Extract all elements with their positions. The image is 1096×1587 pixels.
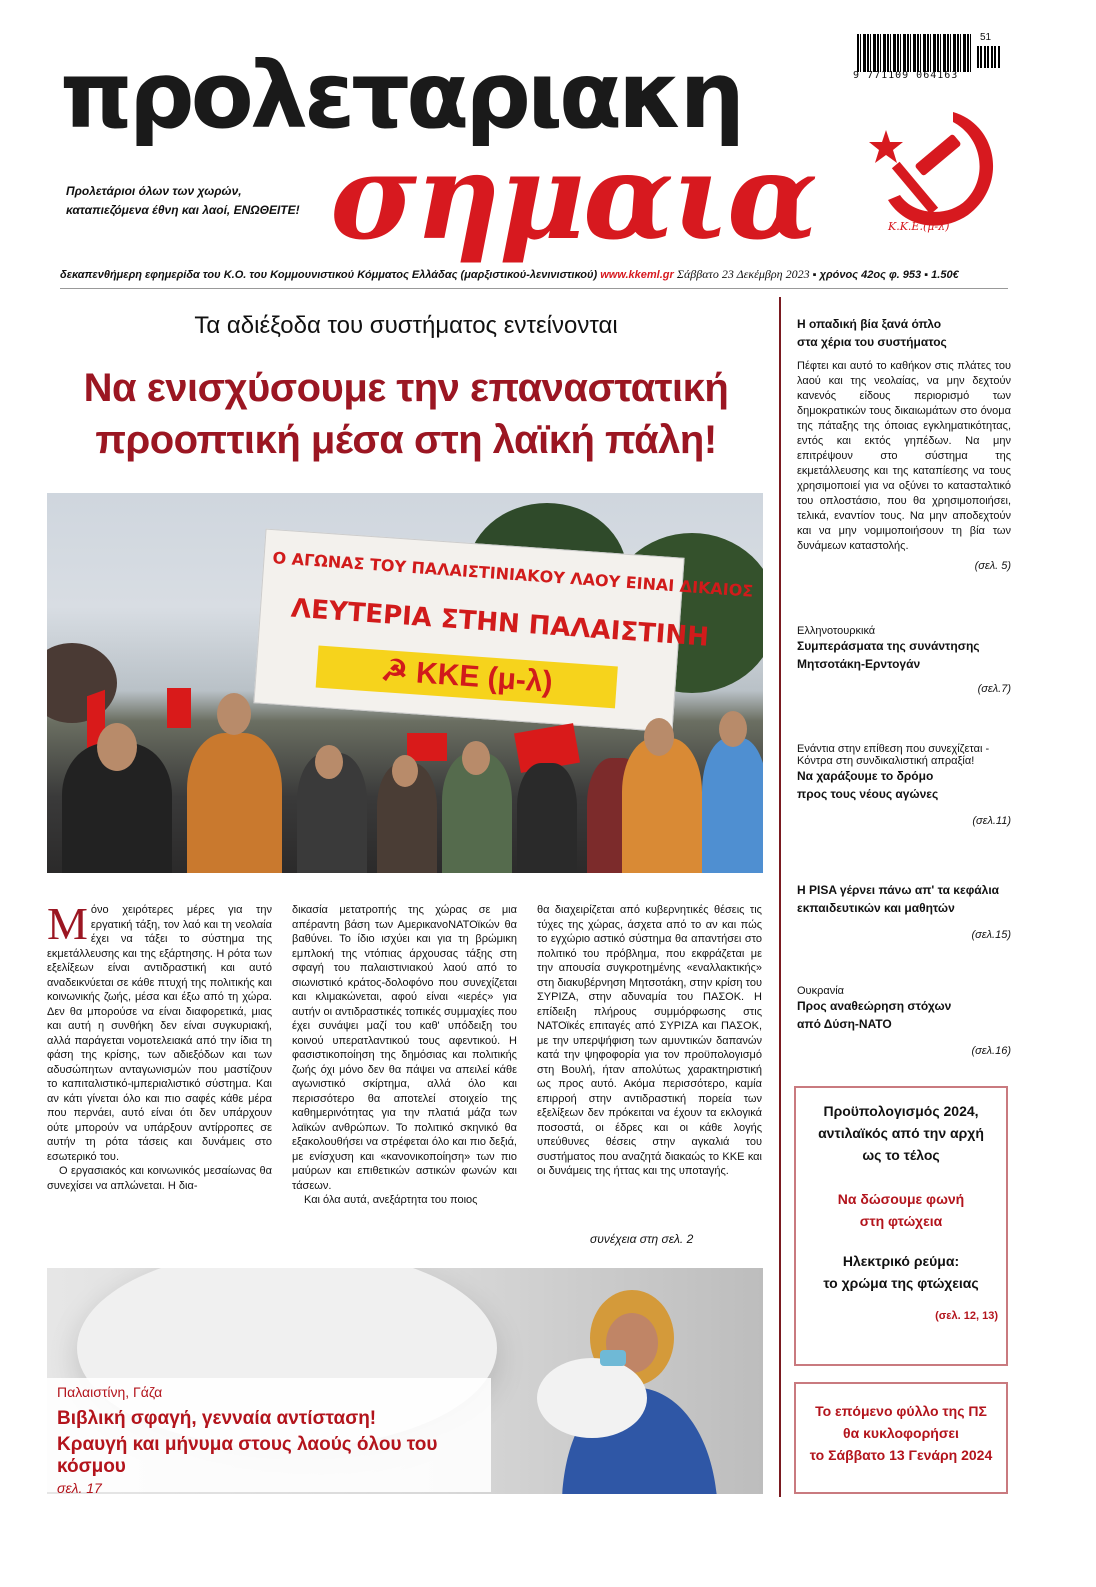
barcode [857,34,972,72]
article-column-2 [292,903,517,1208]
issue-date: Σάββατο 23 Δεκέμβρη 2023 [676,267,810,281]
box-line: Το επόμενο φύλλο της ΠΣ [815,1403,987,1419]
sidebar-page-ref: (σελ.15) [971,929,1011,941]
sidebar-title-line: Συμπεράσματα της συνάντησης [797,639,980,653]
sidebar-title-line: προς τους νέους αγώνες [797,787,939,801]
info-bar [60,267,1008,282]
sidebar-title-line: Η οπαδική βία ξανά όπλο [797,317,942,331]
website-link[interactable]: www.kkeml.gr [600,269,674,281]
article-column-3 [537,903,762,1179]
sidebar-kicker: Ενάντια στην επίθεση που συνεχίζεται - [797,743,990,755]
banner-line-2: ΛΕΥΤΕΡΙΑ ΣΤΗΝ ΠΑΛΑΙΣΤΙΝΗ [290,593,710,653]
sidebar-title-line: Μητσοτάκη-Ερντογάν [797,657,921,671]
sidebar-page-ref: (σελ.16) [971,1045,1011,1057]
issue-info: ▪ χρόνος 42ος φ. 953 ▪ 1.50€ [812,269,959,281]
gaza-headline-2[interactable]: Κραυγή και μήνυμα στους λαούς όλου του κόσμου [57,1434,438,1477]
lead-headline [46,362,766,466]
crowd [47,693,763,873]
issue-code: 51 [980,32,992,43]
sidebar-title-line: Να χαράξουμε το δρόμο [797,769,934,783]
banner-line-1: Ο ΑΓΩΝΑΣ ΤΟΥ ΠΑΛΑΙΣΤΙΝΙΑΚΟΥ ΛΑΟΥ ΕΙΝΑΙ ΔΙΚΑΙΟΣ [271,548,754,601]
sidebar-item-ukraine[interactable] [797,985,1011,1057]
box-line: Προϋπολογισμός 2024, [823,1103,979,1119]
sidebar-title-line: Η PISA γέρνει πάνω απ' τα κεφάλια [797,883,1000,897]
publication-description: δεκαπενθήμερη εφημερίδα του Κ.Ο. του Κομμουνιστικού Κόμματος Ελλάδας (μαρξιστικού-λενινιστικού) [60,269,598,281]
sidebar-item-new-struggles[interactable] [797,743,1011,827]
budget-box[interactable] [794,1086,1008,1366]
box-line: Ηλεκτρικό ρεύμα: [842,1253,960,1269]
gaza-caption [47,1378,491,1496]
sidebar-kicker: Ουκρανία [797,985,844,997]
box-line: το Σάββατο 13 Γενάρη 2024 [809,1447,993,1463]
woman-figure [522,1288,722,1494]
masthead [60,30,1040,270]
sidebar-page-ref: (σελ.11) [972,815,1011,827]
newspaper-title-red: σημαια [330,127,816,266]
gaza-place: Παλαιστίνη, Γάζα [57,1384,163,1400]
lead-headline-line-1: Να ενισχύσουμε την επαναστατική [83,366,729,410]
box-line: στη φτώχεια [859,1213,943,1229]
continued-link[interactable]: συνέχεια στη σελ. 2 [590,1232,694,1246]
sidebar-title-line: Προς αναθεώρηση στόχων [797,999,952,1013]
box-line: θα κυκλοφορήσει [843,1425,959,1441]
sidebar-item-pisa[interactable] [797,881,1011,941]
sidebar-text: Πέφτει και αυτό το καθήκον στις πλάτες του λαού και της νεολαίας, να μην δεχτούν κανενός είδους περιορισμό των δημοκρατικών τους δικαιωμάτων στο όνομα της πάταξης της όποιας εγκληματικότητας, εντός και εκτός γηπέδων. Να μην επιτρέψουν στο σύστημα της εκμετάλλευσης και της καταπίεσης να τους χρησιμοποιεί για να οξύνει το κατασταλτικό του οπλοστάσιο, που θα χρησιμοποιήσει, τελικά, εναντίον τους. Να μην αποδεχτούν και να μην νομιμοποιήσουν τη βία των δυνάμεων καταστολής. [797,360,1011,552]
box-line: Να δώσουμε φωνή [837,1191,965,1207]
col1-paragraph-2: Ο εργασιακός και κοινωνικός μεσαίωνας θα συνεχίσει να απλώνεται. Η δια- [47,1165,272,1192]
box-line: το χρώμα της φτώχειας [823,1275,979,1291]
motto-line-1: Προλετάριοι όλων των χωρών, [66,184,242,198]
sidebar-kicker: Ελληνοτουρκικά [797,625,876,637]
gaza-headline-1[interactable]: Βιβλική σφαγή, γενναία αντίσταση! [57,1408,377,1429]
emblem-label: Κ.Κ.Ε.(μ-λ) [888,220,950,233]
lead-article-body [47,898,763,1233]
barcode-number: 9 771109 064163 [853,70,959,81]
gaza-page-ref: σελ. 17 [57,1480,102,1496]
col2-paragraph-2: Και όλα αυτά, ανεξάρτητα του ποιος [304,1194,478,1206]
motto [66,182,300,220]
sidebar-page-ref: (σελ.7) [977,683,1011,695]
dropcap: Μ [47,898,88,949]
sidebar-page-ref: (σελ. 5) [974,560,1011,572]
banner-kke: ☭ ΚΚΕ (μ-λ) [316,646,618,709]
sidebar-title-line: εκπαιδευτικών και μαθητών [797,901,955,915]
sidebar-item-hooligan-violence[interactable] [797,315,1011,572]
box-line: αντιλαϊκός από την αρχή [818,1125,984,1141]
sidebar-item-greek-turkish[interactable] [797,625,1011,695]
box-page-ref: (σελ. 12, 13) [935,1310,998,1322]
next-issue-box [794,1382,1008,1494]
col3-paragraph-1: θα διαχειρίζεται από κυβερνητικές θέσεις τις τύχες της χώρας, άσχετα από το αν και πώς το εγχώριο αστικό σύστημα θα απαντήσει στο πολιτικό του πρόβλημα, που εκφράζεται με την απουσία συγκροτημένης «εναλλακτικής» στη διακυβέρνηση Μητσοτάκη, στην κρίση του ΣΥΡΙΖΑ, στην αδυναμία του ΠΑΣΟΚ. Η επίδειξη πλήρους συμμόρφωσης στις ΝΑΤΟϊκές επιταγές από ΣΥΡΙΖΑ και ΠΑΣΟΚ, με την υπερψήφιση των αμυντικών δαπανών κατά την ψηφοφορία για τον προϋπολογισμό στη Βουλή, ήταν απολύτως χαρακτηριστική ως προς αυτό. Ακόμα περισσότερο, καμία επιρροή στην αντιδραστική πορεία των εξελίξεων δεν πρόκειται να έχουν τα εκλογικά ποσοστά, οι έδρες και οι κάθε λογής υπεύθυνες θέσεις στην αγκαλιά του συστήματος που αναζητά διακαώς το ΚΚΕ και οι δυνάμεις της ήττας και της υποταγής. [537,904,762,1177]
lead-kicker: Τα αδιέξοδα του συστήματος εντείνονται [194,312,618,339]
newspaper-title-black: προλεταριακη [60,42,741,149]
demonstration-photo [47,493,763,873]
issue-barcode [977,46,1001,68]
divider [60,288,1008,289]
box-line: ως το τέλος [862,1147,940,1163]
motto-line-2: καταπιεζόμενα έθνη και λαοί, ΕΝΩΘΕΙΤΕ! [66,203,300,217]
lead-headline-line-2: προοπτική μέσα στη λαϊκή πάλη! [95,418,717,462]
col2-paragraph-1: δικασία μετατροπής της χώρας σε μια απέραντη βάση των ΑμερικανοΝΑΤΟϊκών θα βαθύνει. Το ίδιο ισχύει και για τη βρώμικη εμπλοκή της ντόπιας άρχουσας τάξης στη σφαγή του παλαιστινιακού λαού από το σιωνιστικό κράτος-δολοφόνο που συνεχίζεται και κλιμακώνεται, αφού είναι «ιερές» για αυτήν οι αντιδραστικές τοπικές συμμαχίες που έχει συνάψει μαζί του καθ' υπόδειξη του κοινού υπερατλαντικού τους αφεντικού. Η φασιστικοποίηση της δημόσιας και πολιτικής ζωής όχι μόνο δεν θα πάψει να απειλεί κάθε αγωνιστικό σκίρτημα, αλλά όλο και περισσότερο θα αποτελεί στοιχείο της καθημερινότητας για την πλατιά μάζα των λαϊκών ανθρώπων. Το πολιτικό σκηνικό θα εξακολουθήσει να στρέφεται όλο και πιο δεξιά, με ενίσχυση και «κανονικοποίηση» των πιο μαύρων και επιθετικών αστικών φωνών και τάσεων. [292,904,517,1192]
hammer-sickle-star-icon [858,100,1003,240]
col1-paragraph-1: όνο χειρότερες μέρες για την εργατική τάξη, τον λαό και τη νεολαία έχει να τάξει το σύστημα της εκμετάλλευσης και της εξάρτησης. Η ρότα των εξελίξεων είναι αντιδραστική και αυτό αναδεικνύεται σε κάθε πτυχή της πολιτικής και κοινωνικής ζωής, μέσα και έξω από τη χώρα. Δεν θα μπορούσε να είναι διαφορετικά, μιας και αυτή η συνθήκη δεν είναι συγκυριακή, αλλά παράγεται νομοτελειακά από την ίδια τη φάση της κρίσης, των αδιεξόδων και των αδυσώπητων ανταγωνισμών που μαστίζουν το καπιταλιστικό-ιμπεριαλιστικό σύστημα. Και αν κάτι γίνεται όλο και πιο σαφές κάθε μέρα που περνάει, αυτό είναι ότι δεν υπάρχουν ούτε μπορούν να υπάρξουν αντίρροπες σε αυτήν τη ρότα τάσεις και δυνάμεις στο εσωτερικό του. [47,904,272,1163]
sidebar-title-line: στα χέρια του συστήματος [797,335,947,349]
sidebar-kicker: Κόντρα στη συνδικαλιστική απραξία! [797,755,975,767]
article-column-1 [47,898,272,1193]
sidebar-title-line: από Δύση-ΝΑΤΟ [797,1017,892,1031]
